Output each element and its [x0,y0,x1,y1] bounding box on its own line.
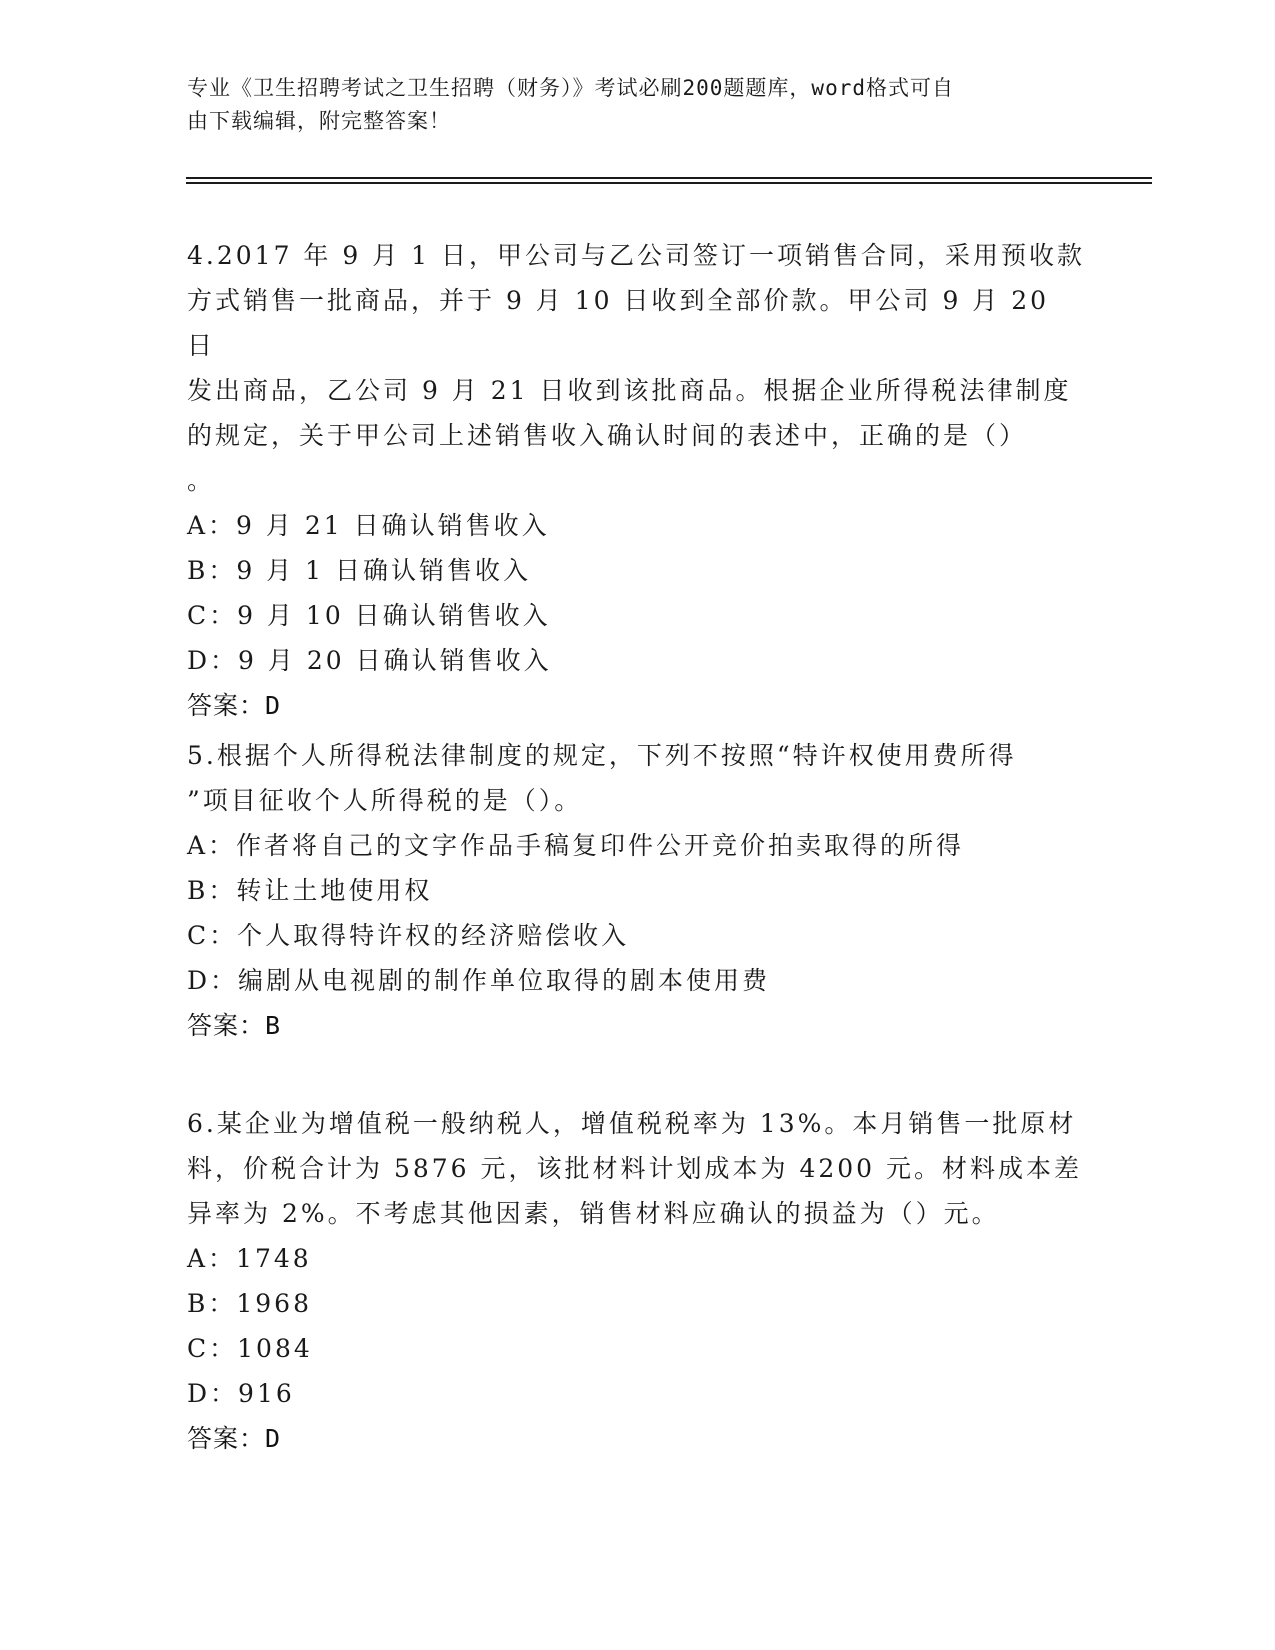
header-line-2: 由下载编辑，附完整答案！ [187,109,451,133]
header-divider-top [186,177,1152,179]
question-stem-line: 异率为 2%。不考虑其他因素，销售材料应确认的损益为（）元。 [187,1199,1000,1228]
header-line-1: 专业《卫生招聘考试之卫生招聘（财务）》考试必刷200题题库，word格式可自 [187,76,954,100]
option-c: C：个人取得特许权的经济赔偿收入 [187,921,630,950]
question-stem-line: 发出商品，乙公司 9 月 21 日收到该批商品。根据企业所得税法律制度 [187,376,1072,405]
header-divider-bottom [186,182,1152,184]
question-stem-line: ”项目征收个人所得税的是（）。 [187,786,583,815]
option-d: D：916 [187,1379,295,1408]
question-stem-line: 5.根据个人所得税法律制度的规定，下列不按照“特许权使用费所得 [187,741,1017,770]
option-d: D：编剧从电视剧的制作单位取得的剧本使用费 [187,966,771,995]
question-4 [187,233,1087,728]
question-stem-line: 4.2017 年 9 月 1 日，甲公司与乙公司签订一项销售合同，采用预收款 [187,241,1086,270]
question-5 [187,733,1087,1048]
option-d: D：9 月 20 日确认销售收入 [187,646,552,675]
option-b: B：9 月 1 日确认销售收入 [187,556,532,585]
question-stem-line: 料，价税合计为 5876 元，该批材料计划成本为 4200 元。材料成本差 [187,1154,1083,1183]
option-a: A：9 月 21 日确认销售收入 [187,511,550,540]
option-a: A：1748 [187,1244,312,1273]
question-stem-line: 。 [187,466,216,495]
question-6 [187,1101,1087,1461]
answer-label: 答案：D [187,1424,282,1453]
option-b: B：转让土地使用权 [187,876,433,905]
option-c: C：1084 [187,1334,313,1363]
option-b: B：1968 [187,1289,312,1318]
question-stem-line: 方式销售一批商品，并于 9 月 10 日收到全部价款。甲公司 9 月 20 日 [187,286,1050,360]
answer-label: 答案：D [187,691,282,720]
question-stem-line: 6.某企业为增值税一般纳税人，增值税税率为 13%。本月销售一批原材 [187,1109,1077,1138]
option-c: C：9 月 10 日确认销售收入 [187,601,551,630]
question-stem-line: 的规定，关于甲公司上述销售收入确认时间的表述中，正确的是（） [187,421,1028,450]
document-header [187,72,1067,138]
option-a: A：作者将自己的文字作品手稿复印件公开竞价拍卖取得的所得 [187,831,965,860]
answer-label: 答案：B [187,1011,282,1040]
